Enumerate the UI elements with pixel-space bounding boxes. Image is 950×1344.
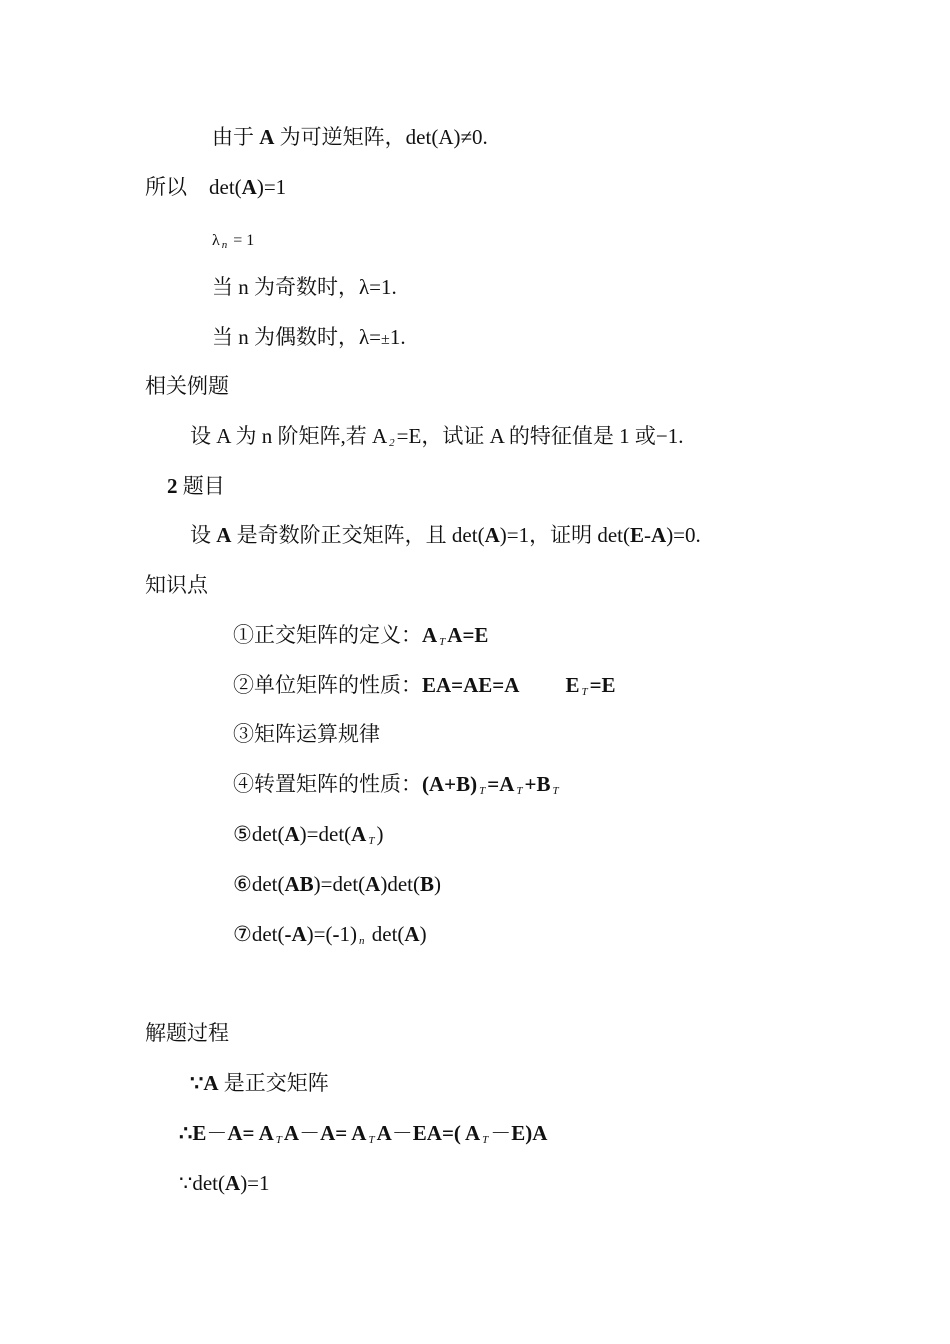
superscript-2: 2	[389, 437, 395, 449]
lambda-equation	[212, 228, 254, 258]
formula: (A+B)	[422, 772, 478, 796]
heading-text: 相关例题	[145, 374, 229, 398]
text: )=(	[306, 922, 333, 946]
formula: EA=( A	[412, 1121, 481, 1145]
superscript-t: T	[482, 1134, 489, 1146]
text: 1)	[339, 922, 357, 946]
heading-problem-2	[167, 473, 225, 499]
text: )=0.	[666, 523, 701, 547]
formula: EA=AE=A	[422, 673, 520, 697]
because-symbol: ∵	[190, 1071, 204, 1095]
matrix-symbol: -A	[284, 922, 307, 946]
matrix-symbol: E	[630, 523, 645, 547]
text: 是奇数阶正交矩阵，且 det(	[231, 523, 485, 547]
text: ∵det(	[179, 1171, 226, 1195]
superscript-t: T	[275, 1134, 282, 1146]
text: 为可逆矩阵，det(A)≠0.	[274, 125, 488, 149]
solution-step-2	[179, 1120, 547, 1153]
formula: A	[283, 1121, 300, 1145]
minus-sign: -	[332, 922, 340, 946]
superscript-t: T	[368, 1134, 375, 1146]
text: )=1	[256, 175, 287, 199]
solution-step-1	[190, 1070, 329, 1096]
heading-text: 知识点	[145, 573, 208, 597]
formula: E	[565, 673, 580, 697]
heading-solution-process	[145, 1020, 229, 1046]
matrix-symbol: A	[241, 175, 257, 199]
problem-number: 2	[167, 474, 178, 498]
superscript-t: T	[516, 785, 523, 797]
text: )=1	[240, 1171, 270, 1195]
text: ③矩阵运算规律	[233, 722, 380, 746]
text: )=det(	[313, 872, 366, 896]
superscript-t: T	[439, 636, 446, 648]
text: )	[434, 872, 442, 896]
knowledge-item-1	[233, 622, 488, 655]
minus-sign: －	[391, 1121, 413, 1145]
heading-text: 解题过程	[145, 1021, 229, 1045]
matrix-symbol: A	[216, 523, 232, 547]
text: ④转置矩阵的性质：	[233, 772, 422, 796]
heading-related-examples	[145, 373, 229, 399]
superscript-n: n	[221, 239, 228, 251]
text: 是正交矩阵	[218, 1071, 329, 1095]
solution-step-3	[179, 1170, 270, 1196]
text: 设 A 为 n 阶矩阵,若 A	[190, 424, 388, 448]
formula: A	[376, 1121, 392, 1145]
text: )	[419, 922, 427, 946]
odd-case	[212, 274, 397, 300]
knowledge-item-5	[233, 821, 383, 854]
so-label: 所以	[145, 175, 187, 199]
matrix-symbol: AB	[284, 872, 314, 896]
formula: A= A	[320, 1121, 367, 1145]
statement-invertible	[212, 124, 488, 150]
plus-minus: ±	[381, 331, 390, 348]
text: 设	[190, 523, 217, 547]
minus-sign: －	[490, 1121, 512, 1145]
text: 当 n 为偶数时，λ=	[212, 325, 382, 349]
text: -	[644, 523, 652, 547]
text: ⑤det(	[233, 822, 285, 846]
text: ①正交矩阵的定义：	[233, 623, 422, 647]
knowledge-item-3	[233, 721, 380, 747]
text: det(	[366, 922, 405, 946]
matrix-symbol: A	[404, 922, 420, 946]
matrix-symbol: B	[420, 872, 435, 896]
heading-text: 题目	[177, 474, 225, 498]
heading-knowledge-points	[145, 572, 208, 598]
text: ⑦det(	[233, 922, 285, 946]
minus-sign: －	[299, 1121, 321, 1145]
superscript-t: T	[368, 835, 375, 847]
text: )=det(	[299, 822, 352, 846]
text: det(	[209, 175, 242, 199]
superscript-t: T	[581, 686, 588, 698]
formula: E	[192, 1121, 207, 1145]
matrix-symbol: A	[351, 822, 367, 846]
statement-so	[145, 174, 286, 200]
therefore-symbol: ∴	[179, 1121, 193, 1145]
superscript-t: T	[479, 785, 486, 797]
matrix-symbol: A	[284, 822, 300, 846]
formula: A= A	[227, 1121, 274, 1145]
text: )det(	[380, 872, 420, 896]
text: ②单位矩阵的性质：	[233, 673, 422, 697]
text: 由于	[212, 125, 260, 149]
text: )=1，证明 det(	[499, 523, 630, 547]
matrix-symbol: A	[225, 1171, 241, 1195]
formula: A	[422, 623, 438, 647]
knowledge-item-4	[233, 771, 561, 804]
text: = 1	[229, 232, 255, 249]
formula: A=E	[447, 623, 489, 647]
superscript-n: n	[359, 935, 365, 947]
matrix-symbol: A	[484, 523, 500, 547]
text: ⑥det(	[233, 872, 285, 896]
formula: =E	[589, 673, 616, 697]
text: =E，试证 A 的特征值是 1 或−1.	[396, 424, 684, 448]
even-case	[212, 324, 406, 353]
formula: E)A	[511, 1121, 548, 1145]
lambda-symbol: λ	[212, 232, 220, 249]
problem-statement	[190, 522, 701, 548]
formula: +B	[524, 772, 551, 796]
knowledge-item-6	[233, 871, 441, 897]
related-example	[190, 423, 683, 456]
matrix-symbol: A	[651, 523, 667, 547]
text: )	[376, 822, 384, 846]
matrix-symbol: A	[203, 1071, 219, 1095]
matrix-symbol: A	[259, 125, 275, 149]
matrix-symbol: A	[365, 872, 381, 896]
minus-sign: －	[206, 1121, 228, 1145]
formula: =A	[487, 772, 515, 796]
text: 1.	[389, 325, 406, 349]
superscript-t: T	[552, 785, 559, 797]
knowledge-item-2	[233, 672, 616, 705]
text: 当 n 为奇数时，λ=1.	[212, 275, 397, 299]
knowledge-item-7	[233, 921, 427, 954]
